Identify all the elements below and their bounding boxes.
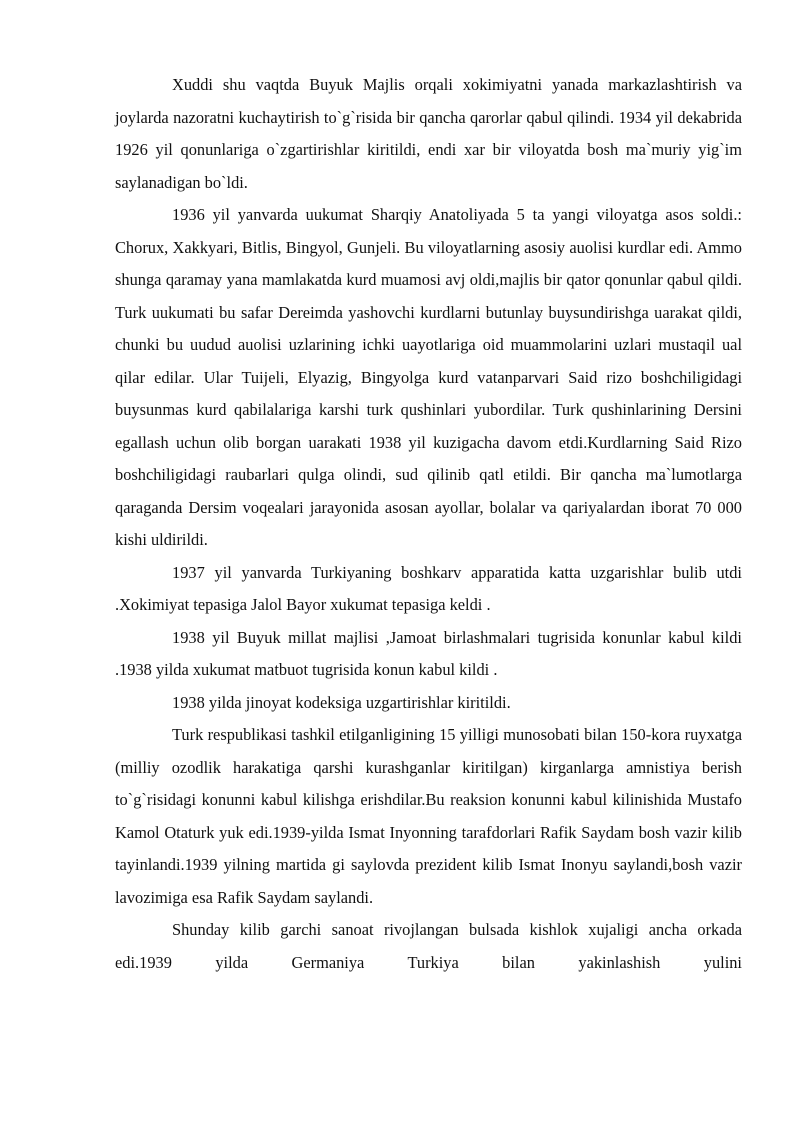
paragraph-5: 1938 yilda jinoyat kodeksiga uzgartirishlar kiritildi. bbox=[172, 692, 511, 712]
paragraph-3: 1937 yil yanvarda Turkiyaning boshkarv apparatida katta uzgarishlar bulib utdi .Xokimiyat tepasiga Jalol Bayor xukumat tepasiga keldi . bbox=[115, 562, 742, 614]
document-body bbox=[115, 69, 742, 979]
paragraph-7: Shunday kilib garchi sanoat rivojlangan bulsada kishlok xujaligi ancha orkada edi.1939 yilda Germaniya Turkiya bilan yakinlashish yulini bbox=[115, 920, 742, 972]
paragraph-1: Xuddi shu vaqtda Buyuk Majlis orqali xokimiyatni yanada markazlashtirish va joylarda nazoratni kuchaytirish to`g`risida bir qancha qarorlar qabul qilindi. 1934 yil dekabrida 1926 yil qonunlariga o`zgartirishlar kiritildi, endi xar bir viloyatda bosh ma`muriy yig`im saylanadigan bo`ldi. bbox=[115, 75, 742, 192]
paragraph-6: Turk respublikasi tashkil etilganligining 15 yilligi munosobati bilan 150-kora ruyxatga (milliy ozodlik harakatiga qarshi kurashganlar kiritilgan) kirganlarga amnistiya berish to`g`risidagi konunni kabul kilishga erishdilar.Bu reaksion konunni kabul kilinishida Mustafo Kamol Otaturk yuk edi.1939-yilda Ismat Inyonning tarafdorlari Rafik Saydam bosh vazir kilib tayinlandi.1939 yilning martida gi saylovda prezident kilib Ismat Inonyu saylandi,bosh vazir lavozimiga esa Rafik Saydam saylandi. bbox=[115, 725, 742, 907]
paragraph-4: 1938 yil Buyuk millat majlisi ,Jamoat birlashmalari tugrisida konunlar kabul kildi .1938 yilda xukumat matbuot tugrisida konun kabul kildi . bbox=[115, 627, 742, 679]
paragraph-2: 1936 yil yanvarda uukumat Sharqiy Anatoliyada 5 ta yangi viloyatga asos soldi.: Chorux, Xakkyari, Bitlis, Bingyol, Gunjeli. Bu viloyatlarning asosiy auolisi kurdlar edi. Ammo shunga qaramay yana mamlakatda kurd muamosi avj oldi,majlis bir qator qonunlar qabul qildi. Turk uukumati bu safar Dereimda yashovchi kurdlarni butunlay buysundirishga uarakat qildi, chunki bu uudud auolisi uzlarining ichki uayotlariga oid muammolarini uzlari mustaqil ual qilar edilar. Ular Tuijeli, Elyazig, Bingyolga kurd vatanparvari Said rizo boshchiligidagi buysunmas kurd qabilalariga karshi turk qushinlari yubordilar. Turk qushinlarining Dersini egallash uchun olib borgan uarakati 1938 yil kuzigacha davom etdi.Kurdlarning Said Rizo boshchiligidagi raubarlari qulga olindi, sud qilinib qatl etildi. Bir qancha ma`lumotlarga qaraganda Dersim voqealari jarayonida asosan ayollar, bolalar va qariyalardan iborat 70 000 kishi uldirildi. bbox=[115, 205, 742, 549]
